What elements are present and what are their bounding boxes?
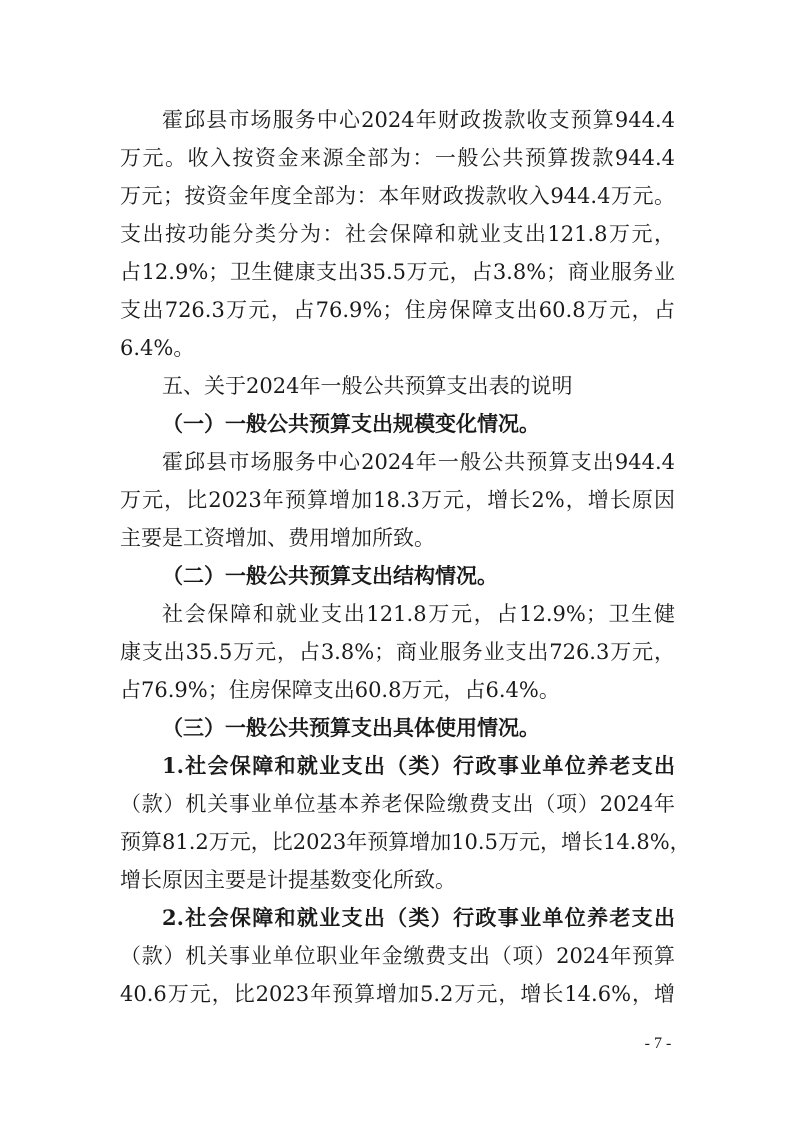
text-line: 占12.9%；卫生健康支出35.5万元，占3.8%；商业服务业 [120, 260, 675, 284]
text-line: 主要是工资增加、费用增加所致。 [120, 526, 435, 550]
text-line: 万元。收入按资金来源全部为：一般公共预算拨款944.4 [120, 146, 675, 170]
text-line: 万元，比2023年预算增加18.3万元，增长2%，增长原因 [120, 488, 675, 512]
text-line: 霍邱县市场服务中心2024年财政拨款收支预算944.4 [162, 108, 675, 132]
text-line: （款）机关事业单位职业年金缴费支出（项）2024年预算 [120, 944, 675, 968]
text-line: 占76.9%；住房保障支出60.8万元，占6.4%。 [120, 678, 560, 702]
text-line: 支出726.3万元，占76.9%；住房保障支出60.8万元，占 [120, 298, 675, 322]
text-line: （款）机关事业单位基本养老保险缴费支出（项）2024年 [120, 792, 675, 816]
text-line: 万元；按资金年度全部为：本年财政拨款收入944.4万元。 [120, 184, 675, 208]
subsection-heading: （二）一般公共预算支出结构情况。 [162, 563, 498, 588]
subsection-heading: （三）一般公共预算支出具体使用情况。 [162, 715, 540, 740]
text-line: 社会保障和就业支出121.8万元，占12.9%；卫生健 [162, 602, 675, 626]
subsection-heading: （一）一般公共预算支出规模变化情况。 [162, 411, 540, 436]
item-heading-line: 1.社会保障和就业支出（类）行政事业单位养老支出 [162, 753, 675, 778]
text-line: 增长原因主要是计提基数变化所致。 [120, 868, 456, 892]
text-line: 40.6万元，比2023年预算增加5.2万元，增长14.6%，增 [120, 982, 675, 1006]
text-line: 6.4%。 [120, 336, 195, 360]
page-number: - 7 - [644, 1035, 672, 1052]
text-line: 康支出35.5万元，占3.8%；商业服务业支出726.3万元， [120, 640, 675, 664]
text-line: 预算81.2万元，比2023年预算增加10.5万元，增长14.8%， [120, 830, 691, 854]
item-heading-line: 2.社会保障和就业支出（类）行政事业单位养老支出 [162, 905, 675, 930]
section-heading: 五、关于2024年一般公共预算支出表的说明 [162, 374, 573, 398]
text-line: 支出按功能分类分为：社会保障和就业支出121.8万元， [120, 222, 675, 246]
text-line: 霍邱县市场服务中心2024年一般公共预算支出944.4 [162, 450, 675, 474]
